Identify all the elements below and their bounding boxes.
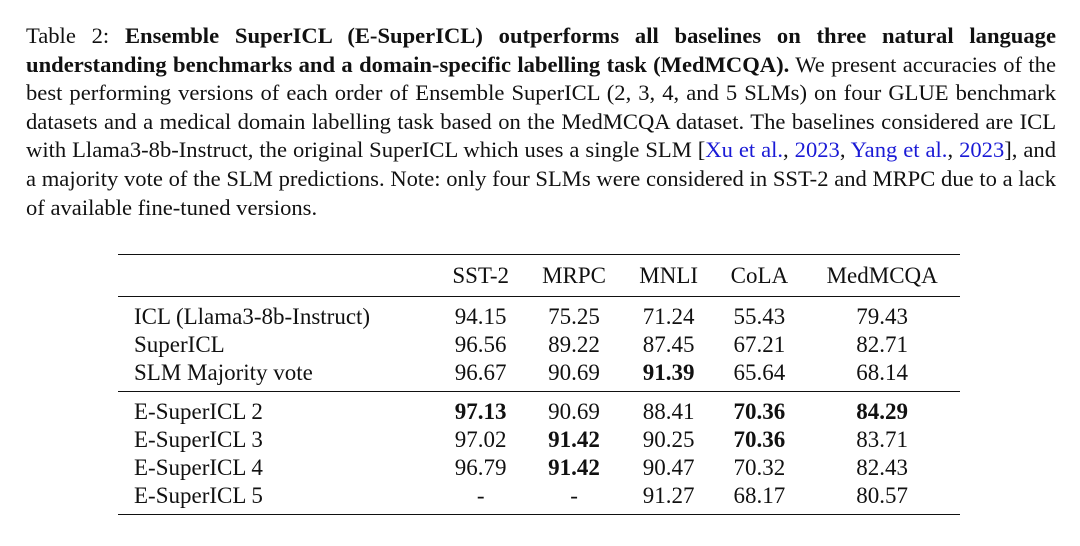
table-cell: 97.13: [454, 399, 507, 424]
caption-sep: ,: [783, 137, 795, 163]
table-cell: 82.71: [856, 332, 909, 357]
table-cell: 55.43: [733, 304, 786, 329]
header-cell-cola: CoLA: [730, 262, 789, 288]
table-row: [118, 331, 960, 359]
table-row: [118, 392, 960, 427]
caption-body-1: We present accuracies of the best performing versions of each order of Ensemble SuperICL (2, 3, 4, and 5 SLMs) on four GLUE benchmark datasets and a medical domain labelling task based on the MedMCQA dataset. The baselines considered are ICL with Llama3-8b-Instruct, the original SuperICL which uses a single SLM [: [26, 51, 1056, 163]
table-cell: 71.24: [642, 304, 695, 329]
table-cell: 91.42: [548, 427, 600, 452]
table-cell: 70.36: [733, 399, 786, 424]
ensemble-rows: [118, 392, 960, 515]
header-cell-medmcqa: MedMCQA: [826, 262, 938, 288]
table-row: [118, 297, 960, 332]
header-cell-sst2: SST-2: [452, 262, 510, 288]
table-cell: 90.69: [548, 399, 600, 424]
table-cell: 87.45: [642, 332, 695, 357]
row-label: E-SuperICL 4: [134, 455, 263, 480]
header-cell-mrpc: MRPC: [542, 262, 606, 288]
citation-xu-author[interactable]: Xu et al.: [705, 137, 784, 163]
baseline-rows: [118, 297, 960, 392]
citation-yang-author[interactable]: Yang et al.: [850, 137, 948, 163]
table-cell: 96.79: [454, 455, 507, 480]
table-cell: 91.27: [642, 483, 695, 508]
results-table-container: [118, 254, 960, 515]
table-cell: 75.25: [548, 304, 600, 329]
table-cell: -: [570, 483, 578, 508]
table-header-row: [118, 255, 960, 297]
table-cell: 91.42: [548, 455, 600, 480]
table-row: [118, 426, 960, 454]
table-cell: 91.39: [642, 360, 695, 385]
table-cell: 65.64: [733, 360, 786, 385]
table-cell: 97.02: [454, 427, 507, 452]
table-cell: 83.71: [856, 427, 909, 452]
table-cell: 84.29: [856, 399, 909, 424]
table-cell: 88.41: [642, 399, 695, 424]
row-label: E-SuperICL 5: [134, 483, 263, 508]
table-row: [118, 359, 960, 392]
results-table: [118, 254, 960, 515]
table-cell: 90.69: [548, 360, 600, 385]
caption-label: Table 2:: [26, 23, 125, 48]
table-row: [118, 454, 960, 482]
table-cell: 82.43: [856, 455, 909, 480]
table-cell: 67.21: [733, 332, 786, 357]
caption-body-2: ], and a majority vote of the SLM predictions. Note: only four SLMs were considered in SST-2 and MRPC due to a lack of available fine-tuned versions.: [26, 137, 1056, 220]
header-cell-empty: [118, 255, 436, 297]
row-label: E-SuperICL 3: [134, 427, 263, 452]
table-cell: 70.32: [733, 455, 786, 480]
citation-yang-year[interactable]: 2023: [959, 137, 1005, 163]
table-cell: 90.47: [642, 455, 695, 480]
row-label: SLM Majority vote: [134, 360, 313, 385]
table-cell: 96.56: [454, 332, 507, 357]
table-cell: 94.15: [454, 304, 507, 329]
table-cell: 89.22: [548, 332, 600, 357]
table-cell: 68.17: [733, 483, 786, 508]
row-label: ICL (Llama3-8b-Instruct): [134, 304, 371, 329]
row-label: SuperICL: [134, 332, 225, 357]
citation-xu-year[interactable]: 2023: [794, 137, 840, 163]
table-cell: -: [476, 483, 485, 508]
table-caption: [26, 22, 1056, 222]
table-cell: 70.36: [733, 427, 786, 452]
header-cell-mnli: MNLI: [639, 262, 699, 288]
table-row: [118, 482, 960, 515]
caption-sep: ,: [947, 137, 960, 163]
row-label: E-SuperICL 2: [134, 399, 263, 424]
table-cell: 90.25: [642, 427, 695, 452]
table-cell: 68.14: [856, 360, 909, 385]
table-cell: 80.57: [856, 483, 909, 508]
table-cell: 79.43: [856, 304, 909, 329]
table-cell: 96.67: [454, 360, 507, 385]
caption-bold-summary: Ensemble SuperICL (E-SuperICL) outperforms all baselines on three natural language understanding benchmarks and a domain-specific labelling task (MedMCQA).: [26, 23, 1056, 77]
caption-sep: ,: [839, 137, 851, 163]
